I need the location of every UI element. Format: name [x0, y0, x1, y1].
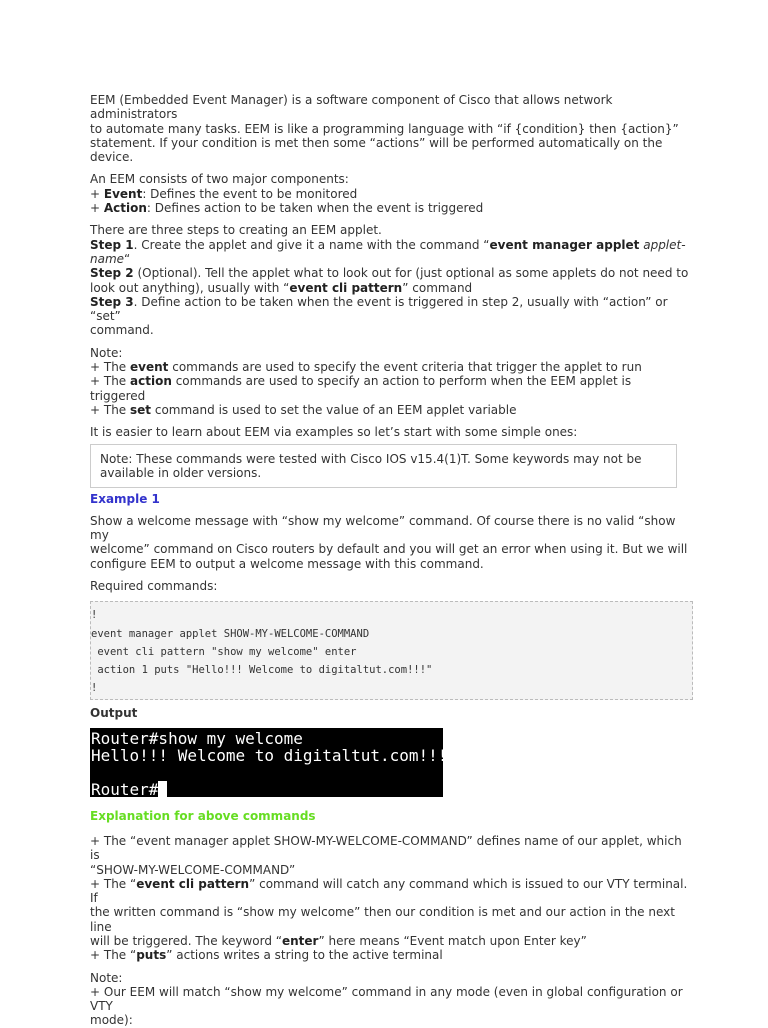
keyword-enter: enter [282, 934, 319, 948]
step3-text-cont: command. [90, 323, 154, 338]
intro-line: to automate many tasks. EEM is like a programming language with “if {condition} then {action}” [90, 121, 679, 136]
description-line: configure EEM to output a welcome message with this command. [90, 556, 484, 571]
intro-line: EEM (Embedded Event Manager) is a software component of Cisco that allows network administrators [90, 93, 613, 122]
explanation-line: ” actions writes a string to the active terminal [166, 948, 443, 963]
bullet: + [90, 186, 104, 201]
bullet: + The “ [90, 876, 137, 891]
step1-command: event manager applet [489, 237, 640, 252]
explanation-line: ” command will catch any command which is issued to our VTY terminal. If [90, 876, 688, 906]
terminal-line: Hello!!! Welcome to digitaltut.com!!! [91, 745, 448, 765]
components-heading: An EEM consists of two major components: [90, 172, 349, 187]
steps-paragraph [90, 223, 690, 337]
explanation-paragraph [90, 834, 690, 963]
step2-text-cont: look out anything), usually with “ [90, 280, 290, 295]
step2-label: Step 2 [90, 266, 134, 281]
note-text: command is used to set the value of an EEM applet variable [151, 402, 517, 417]
code-line: event manager applet SHOW-MY-WELCOME-COMMAND [91, 627, 370, 640]
code-block [90, 601, 693, 700]
explanation-title: Explanation for above commands [90, 808, 316, 823]
terminal-line [91, 764, 443, 781]
action-description: : Defines action to be taken when the event is triggered [146, 201, 484, 216]
terminal-prompt-line [91, 781, 443, 798]
bullet: + The “ [90, 948, 137, 963]
step1-argument: applet- [639, 237, 686, 252]
explanation-line: ” here means “Event match upon Enter key” [318, 934, 587, 948]
terminal-prompt: Router# [91, 779, 159, 799]
note-2-paragraph [90, 971, 690, 1028]
intro-line: statement. If your condition is met then some “actions” will be performed automatically on the device. [90, 135, 663, 165]
code-line: action 1 puts "Hello!!! Welcome to digitaltut.com!!!" [91, 663, 433, 676]
examples-intro: It is easier to learn about EEM via examples so let’s start with some simple ones: [90, 425, 578, 440]
explanation-line: “SHOW-MY-WELCOME-COMMAND” [90, 862, 296, 877]
bullet: + The [90, 374, 131, 389]
description-line: Show a welcome message with “show my welcome” command. Of course there is no valid “show my [90, 513, 676, 543]
step2-command: event cli pattern [289, 280, 403, 295]
step1-label: Step 1 [90, 237, 134, 252]
step1-argument-cont: name [90, 251, 125, 266]
note-text: commands are used to specify an action to perform when the EEM applet is triggered [90, 374, 632, 403]
note-heading: Note: [90, 345, 123, 360]
bullet: + The [90, 402, 131, 417]
step3-text: . Define action to be taken when the event is triggered in step 2, usually with “action” or “set” [90, 294, 668, 324]
example-1-description [90, 514, 690, 571]
step2-end: ” command [402, 280, 473, 295]
keyword-action: action [130, 374, 172, 389]
explanation-line: will be triggered. The keyword “ [90, 934, 282, 948]
note-text: commands are used to specify the event criteria that trigger the applet to run [168, 360, 642, 375]
step3-label: Step 3 [90, 294, 134, 309]
step1-text: . Create the applet and give it a name with the command “ [133, 237, 490, 252]
note-line: mode): [90, 1013, 133, 1028]
step2-text: (Optional). Tell the applet what to look out for (just optional as some applets do not need to [133, 266, 689, 281]
action-label: Action [103, 201, 147, 216]
output-title: Output [90, 706, 138, 721]
terminal-output [90, 728, 448, 799]
code-line: ! [91, 682, 98, 695]
keyword-event-cli-pattern: event cli pattern [136, 876, 250, 891]
keyword-puts: puts [136, 948, 167, 963]
cursor-icon [158, 781, 167, 797]
intro-paragraph [90, 93, 690, 164]
required-commands-label: Required commands: [90, 579, 218, 594]
keyword-set: set [130, 402, 152, 417]
example-1-title: Example 1 [90, 491, 160, 506]
bullet: + [90, 201, 104, 216]
explanation-line: + The “event manager applet SHOW-MY-WELCOME-COMMAND” defines name of our applet, which is [90, 833, 682, 863]
bullet: + The [90, 360, 131, 375]
description-line: welcome” command on Cisco routers by default and you will get an error when using it. But we will [90, 542, 688, 557]
components-paragraph [90, 172, 690, 215]
terminal-line: Router#show my welcome [91, 728, 303, 748]
steps-heading: There are three steps to creating an EEM applet. [90, 223, 382, 238]
event-label: Event [103, 186, 143, 201]
code-line: ! [91, 609, 98, 622]
quote: “ [124, 251, 131, 266]
note-box-text: Note: These commands were tested with Cisco IOS v15.4(1)T. Some keywords may not be [100, 451, 642, 466]
explanation-line: the written command is “show my welcome” then our condition is met and our action in the next line [90, 905, 675, 934]
note-paragraph [90, 346, 690, 417]
article-body [90, 93, 690, 1028]
keyword-event: event [130, 360, 169, 375]
event-description: : Defines the event to be monitored [142, 186, 358, 201]
code-line: event cli pattern "show my welcome" enter [91, 645, 357, 658]
note-box-text: available in older versions. [100, 466, 262, 481]
ios-version-note [90, 444, 677, 488]
note-line: + Our EEM will match “show my welcome” command in any mode (even in global configuration or VTY [90, 984, 683, 1014]
note-heading: Note: [90, 970, 123, 985]
